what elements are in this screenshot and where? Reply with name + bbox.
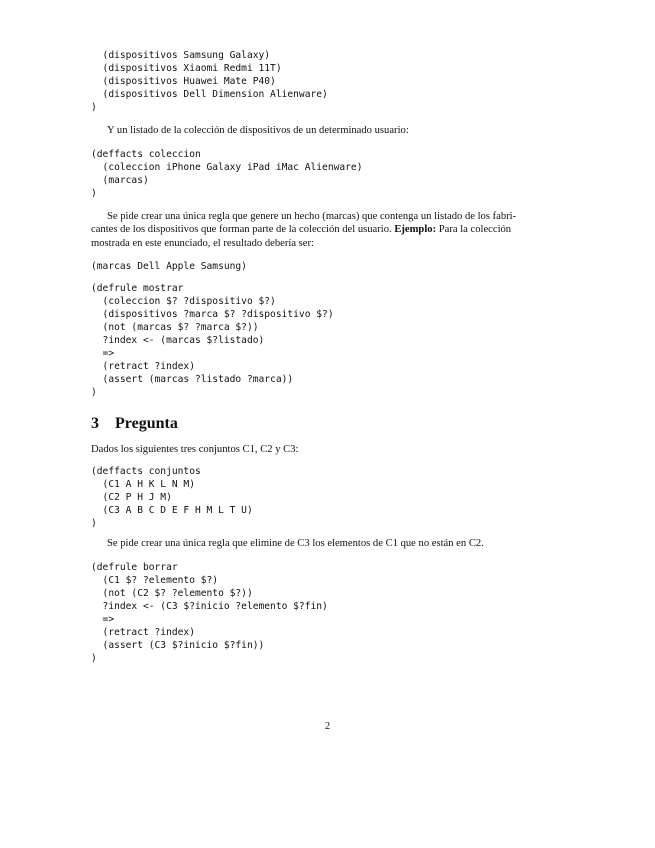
code-block-deffacts-conjuntos xyxy=(91,465,253,530)
section-number: 3 xyxy=(91,415,99,432)
paragraph-text: cantes de los dispositivos que forman parte de la colección del usuario. xyxy=(91,224,392,236)
code-line: ) xyxy=(91,387,97,398)
paragraph-conjuntos: Dados los siguientes tres conjuntos C1, C2 y C3: xyxy=(91,444,299,455)
code-line: (C1 $? ?elemento $?) xyxy=(91,575,219,586)
code-line: ) xyxy=(91,188,97,199)
code-line: (dispositivos Huawei Mate P40) xyxy=(91,76,276,87)
code-line: (not (marcas $? ?marca $?)) xyxy=(91,322,259,333)
code-block-deffacts-coleccion xyxy=(91,148,362,200)
code-line: ) xyxy=(91,102,97,113)
code-line: => xyxy=(91,348,115,359)
code-line: (deffacts conjuntos xyxy=(91,466,201,477)
code-line: (marcas Dell Apple Samsung) xyxy=(91,261,247,272)
code-line: ) xyxy=(91,518,97,529)
code-line: (defrule borrar xyxy=(91,562,178,573)
paragraph-line: Se pide crear una única regla que genere un hecho (marcas) que contenga un listado de los fabri- xyxy=(107,211,517,222)
code-line: => xyxy=(91,614,115,625)
paragraph-listado: Y un listado de la colección de dispositivos de un determinado usuario: xyxy=(107,125,409,136)
code-line: (assert (marcas ?listado ?marca)) xyxy=(91,374,294,385)
code-line: (C3 A B C D E F H M L T U) xyxy=(91,505,253,516)
paragraph-eliminar: Se pide crear una única regla que elimine de C3 los elementos de C1 que no están en C2. xyxy=(107,538,484,549)
code-line: (C1 A H K L N M) xyxy=(91,479,195,490)
code-line: (coleccion iPhone Galaxy iPad iMac Alienware) xyxy=(91,162,363,173)
paragraph-line: mostrada en este enunciado, el resultado debería ser: xyxy=(91,237,314,249)
page-number: 2 xyxy=(324,721,331,732)
code-block-defrule-mostrar xyxy=(91,282,334,399)
code-line: (marcas) xyxy=(91,175,149,186)
code-line: (coleccion $? ?dispositivo $?) xyxy=(91,296,276,307)
code-line: ?index <- (C3 $?inicio ?elemento $?fin) xyxy=(91,601,328,612)
code-block-resultado xyxy=(91,260,247,273)
code-line: (deffacts coleccion xyxy=(91,149,201,160)
code-line: (dispositivos Samsung Galaxy) xyxy=(91,50,271,61)
code-line: ?index <- (marcas $?listado) xyxy=(91,335,265,346)
code-line: (C2 P H J M) xyxy=(91,492,172,503)
code-line: (dispositivos Dell Dimension Alienware) xyxy=(91,89,328,100)
section-heading xyxy=(91,415,178,433)
code-line: (assert (C3 $?inicio $?fin)) xyxy=(91,640,265,651)
ejemplo-label: Ejemplo: xyxy=(394,224,437,236)
paragraph-line xyxy=(91,223,566,236)
paragraph-enunciado xyxy=(91,210,566,250)
code-line: (not (C2 $? ?elemento $?)) xyxy=(91,588,253,599)
code-block-dispositivos xyxy=(91,49,328,114)
code-line: (dispositivos ?marca $? ?dispositivo $?) xyxy=(91,309,334,320)
code-line: (defrule mostrar xyxy=(91,283,184,294)
code-line: ) xyxy=(91,653,97,664)
code-line: (retract ?index) xyxy=(91,361,195,372)
paragraph-text: Para la colección xyxy=(438,224,512,236)
code-line: (dispositivos Xiaomi Redmi 11T) xyxy=(91,63,282,74)
code-block-defrule-borrar xyxy=(91,561,328,665)
code-line: (retract ?index) xyxy=(91,627,195,638)
section-title: Pregunta xyxy=(115,415,178,432)
